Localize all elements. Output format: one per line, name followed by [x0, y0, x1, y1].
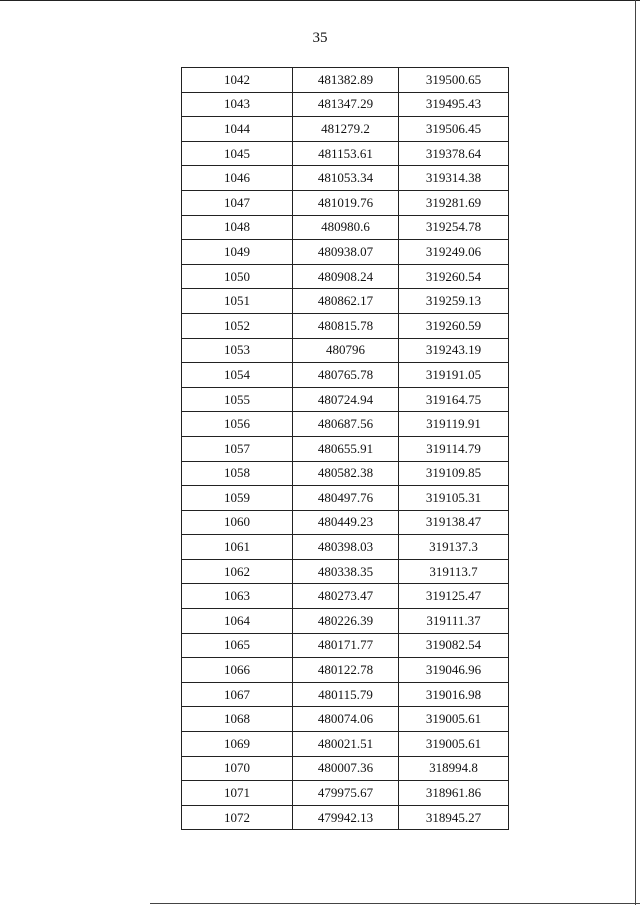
table-row	[182, 436, 509, 461]
y-coordinate-cell: 319113.7	[399, 559, 509, 584]
y-coordinate-cell: 319314.38	[399, 166, 509, 191]
table-row	[182, 92, 509, 117]
point-number-cell: 1066	[182, 658, 293, 683]
y-coordinate-cell: 319243.19	[399, 338, 509, 363]
y-coordinate-cell: 319046.96	[399, 658, 509, 683]
y-coordinate-cell: 319495.43	[399, 92, 509, 117]
y-coordinate-cell: 319016.98	[399, 682, 509, 707]
y-coordinate-cell: 318961.86	[399, 781, 509, 806]
y-coordinate-cell: 319259.13	[399, 289, 509, 314]
point-number-cell: 1050	[182, 264, 293, 289]
y-coordinate-cell: 319378.64	[399, 141, 509, 166]
x-coordinate-cell: 479942.13	[293, 805, 399, 830]
x-coordinate-cell: 480226.39	[293, 609, 399, 634]
x-coordinate-cell: 480908.24	[293, 264, 399, 289]
point-number-cell: 1064	[182, 609, 293, 634]
x-coordinate-cell: 480655.91	[293, 436, 399, 461]
x-coordinate-cell: 480338.35	[293, 559, 399, 584]
table-row	[182, 756, 509, 781]
table-row	[182, 707, 509, 732]
table-row	[182, 732, 509, 757]
table-row	[182, 461, 509, 486]
point-number-cell: 1044	[182, 117, 293, 142]
x-coordinate-cell: 480765.78	[293, 363, 399, 388]
point-number-cell: 1047	[182, 190, 293, 215]
x-coordinate-cell: 480815.78	[293, 313, 399, 338]
point-number-cell: 1043	[182, 92, 293, 117]
table-row	[182, 609, 509, 634]
y-coordinate-cell: 319506.45	[399, 117, 509, 142]
point-number-cell: 1063	[182, 584, 293, 609]
table-row	[182, 412, 509, 437]
x-coordinate-cell: 480007.36	[293, 756, 399, 781]
point-number-cell: 1045	[182, 141, 293, 166]
point-number-cell: 1056	[182, 412, 293, 437]
x-coordinate-cell: 480449.23	[293, 510, 399, 535]
page-number: 35	[312, 30, 328, 46]
y-coordinate-cell: 319111.37	[399, 609, 509, 634]
point-number-cell: 1046	[182, 166, 293, 191]
y-coordinate-cell: 319164.75	[399, 387, 509, 412]
y-coordinate-cell: 319137.3	[399, 535, 509, 560]
x-coordinate-cell: 480724.94	[293, 387, 399, 412]
y-coordinate-cell: 319254.78	[399, 215, 509, 240]
x-coordinate-cell: 480796	[293, 338, 399, 363]
point-number-cell: 1059	[182, 486, 293, 511]
table-row	[182, 387, 509, 412]
table-row	[182, 363, 509, 388]
table-row	[182, 510, 509, 535]
point-number-cell: 1060	[182, 510, 293, 535]
y-coordinate-cell: 319119.91	[399, 412, 509, 437]
y-coordinate-cell: 319260.59	[399, 313, 509, 338]
table-row	[182, 68, 509, 93]
table-row	[182, 633, 509, 658]
point-number-cell: 1062	[182, 559, 293, 584]
x-coordinate-cell: 481053.34	[293, 166, 399, 191]
y-coordinate-cell: 318994.8	[399, 756, 509, 781]
coordinates-table	[181, 67, 509, 830]
y-coordinate-cell: 319138.47	[399, 510, 509, 535]
point-number-cell: 1067	[182, 682, 293, 707]
top-border-line	[0, 0, 640, 1]
y-coordinate-cell: 319260.54	[399, 264, 509, 289]
point-number-cell: 1054	[182, 363, 293, 388]
x-coordinate-cell: 481279.2	[293, 117, 399, 142]
table-row	[182, 658, 509, 683]
table-row	[182, 584, 509, 609]
x-coordinate-cell: 481347.29	[293, 92, 399, 117]
coordinates-table-body	[182, 68, 509, 830]
point-number-cell: 1065	[182, 633, 293, 658]
y-coordinate-cell: 319114.79	[399, 436, 509, 461]
point-number-cell: 1051	[182, 289, 293, 314]
point-number-cell: 1068	[182, 707, 293, 732]
x-coordinate-cell: 480862.17	[293, 289, 399, 314]
point-number-cell: 1072	[182, 805, 293, 830]
y-coordinate-cell: 319281.69	[399, 190, 509, 215]
y-coordinate-cell: 319005.61	[399, 707, 509, 732]
x-coordinate-cell: 481019.76	[293, 190, 399, 215]
x-coordinate-cell: 480115.79	[293, 682, 399, 707]
table-row	[182, 486, 509, 511]
point-number-cell: 1058	[182, 461, 293, 486]
x-coordinate-cell: 480938.07	[293, 240, 399, 265]
point-number-cell: 1049	[182, 240, 293, 265]
point-number-cell: 1048	[182, 215, 293, 240]
point-number-cell: 1055	[182, 387, 293, 412]
point-number-cell: 1042	[182, 68, 293, 93]
x-coordinate-cell: 480497.76	[293, 486, 399, 511]
point-number-cell: 1061	[182, 535, 293, 560]
table-row	[182, 215, 509, 240]
point-number-cell: 1053	[182, 338, 293, 363]
x-coordinate-cell: 481382.89	[293, 68, 399, 93]
table-row	[182, 141, 509, 166]
x-coordinate-cell: 481153.61	[293, 141, 399, 166]
table-row	[182, 559, 509, 584]
x-coordinate-cell: 480398.03	[293, 535, 399, 560]
right-border-line	[635, 0, 636, 905]
y-coordinate-cell: 319125.47	[399, 584, 509, 609]
x-coordinate-cell: 480171.77	[293, 633, 399, 658]
table-row	[182, 682, 509, 707]
x-coordinate-cell: 480021.51	[293, 732, 399, 757]
table-row	[182, 535, 509, 560]
table-row	[182, 289, 509, 314]
y-coordinate-cell: 319105.31	[399, 486, 509, 511]
point-number-cell: 1070	[182, 756, 293, 781]
x-coordinate-cell: 480074.06	[293, 707, 399, 732]
y-coordinate-cell: 319249.06	[399, 240, 509, 265]
table-row	[182, 781, 509, 806]
y-coordinate-cell: 319005.61	[399, 732, 509, 757]
table-row	[182, 313, 509, 338]
y-coordinate-cell: 319109.85	[399, 461, 509, 486]
x-coordinate-cell: 480273.47	[293, 584, 399, 609]
x-coordinate-cell: 480980.6	[293, 215, 399, 240]
point-number-cell: 1069	[182, 732, 293, 757]
table-row	[182, 240, 509, 265]
table-row	[182, 166, 509, 191]
y-coordinate-cell: 319191.05	[399, 363, 509, 388]
x-coordinate-cell: 480582.38	[293, 461, 399, 486]
point-number-cell: 1071	[182, 781, 293, 806]
point-number-cell: 1057	[182, 436, 293, 461]
y-coordinate-cell: 319500.65	[399, 68, 509, 93]
x-coordinate-cell: 479975.67	[293, 781, 399, 806]
table-row	[182, 117, 509, 142]
x-coordinate-cell: 480687.56	[293, 412, 399, 437]
x-coordinate-cell: 480122.78	[293, 658, 399, 683]
table-row	[182, 190, 509, 215]
y-coordinate-cell: 319082.54	[399, 633, 509, 658]
table-row	[182, 805, 509, 830]
table-row	[182, 264, 509, 289]
bottom-border-line	[150, 903, 640, 904]
y-coordinate-cell: 318945.27	[399, 805, 509, 830]
point-number-cell: 1052	[182, 313, 293, 338]
table-row	[182, 338, 509, 363]
